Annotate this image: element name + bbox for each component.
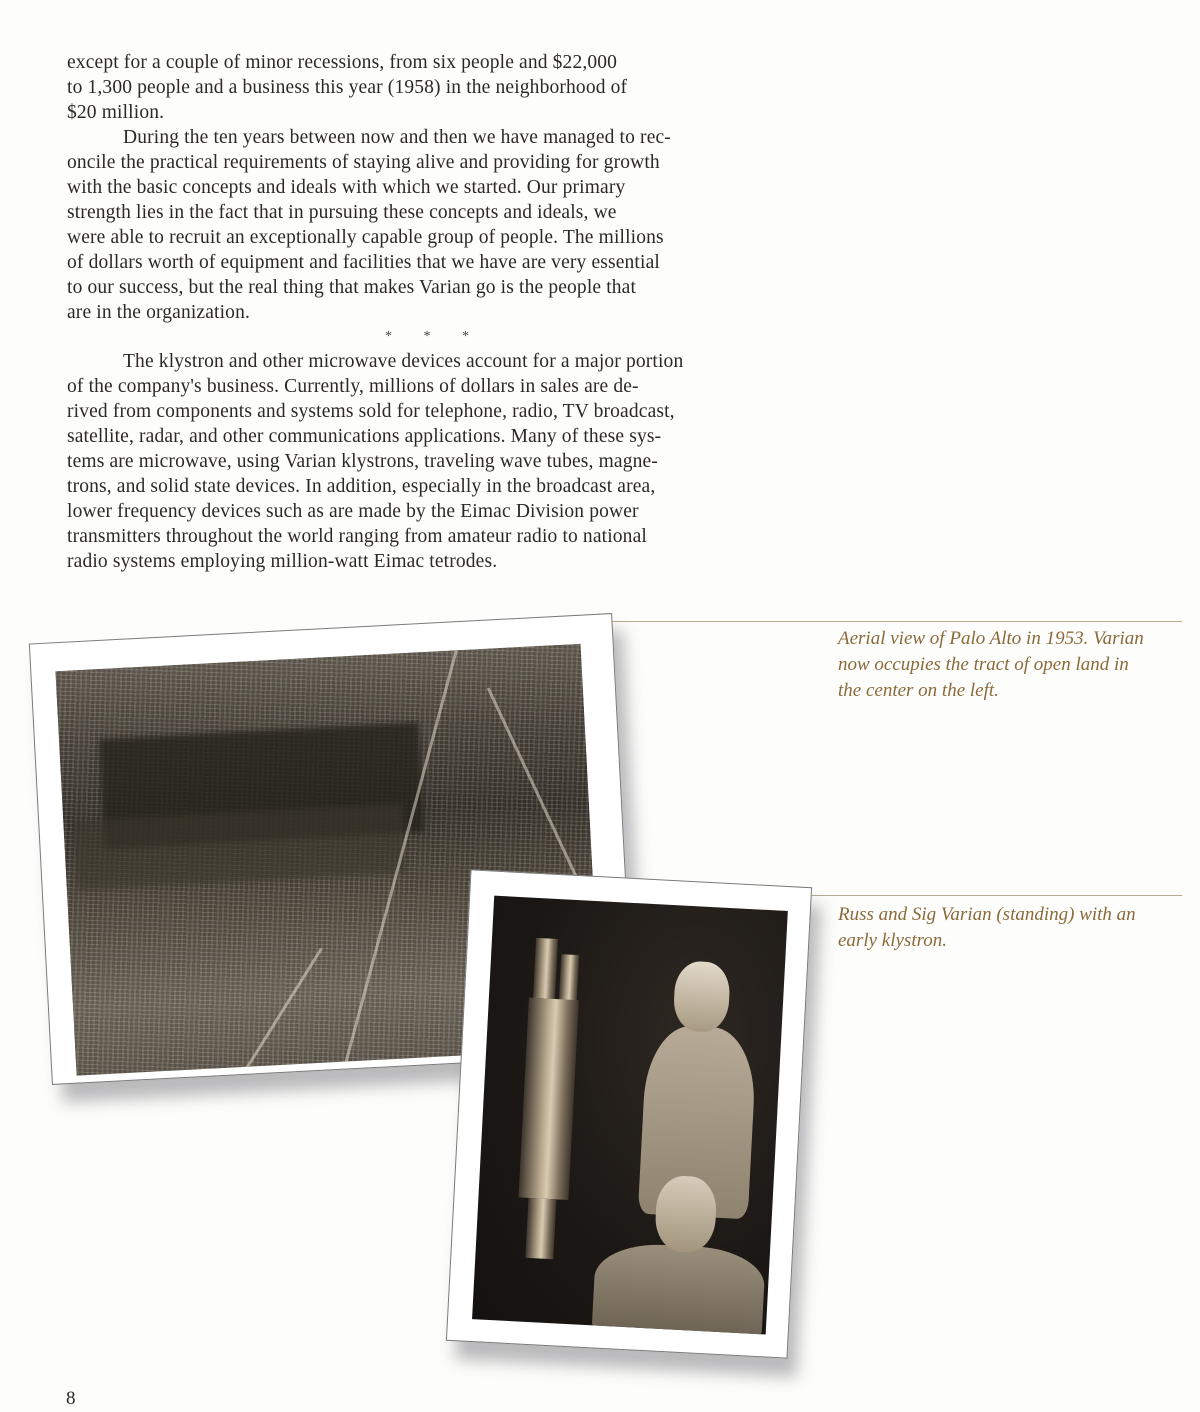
text-line: were able to recruit an exceptionally capable group of people. The millions (67, 227, 664, 248)
caption-line: Aerial view of Palo Alto in 1953. Varian (838, 628, 1144, 649)
caption-line: now occupies the tract of open land in (838, 654, 1129, 675)
text-line: transmitters throughout the world ranging from amateur radio to national (67, 526, 647, 547)
text-line: to our success, but the real thing that makes Varian go is the people that (67, 277, 637, 298)
text-line: rived from components and systems sold for telephone, radio, TV broadcast, (67, 401, 675, 422)
seated-person-head (654, 1175, 718, 1254)
text-line: of dollars worth of equipment and facilities that we have are very essential (67, 252, 660, 273)
paragraph-2 (67, 125, 787, 325)
klystron-photo-image (472, 896, 788, 1335)
seated-person (592, 1241, 766, 1334)
text-line: $20 million. (67, 102, 165, 123)
text-line: During the ten years between now and then we have managed to rec- (123, 127, 671, 148)
text-line: to 1,300 people and a business this year (1958) in the neighborhood of (67, 77, 628, 98)
text-line: satellite, radar, and other communications applications. Many of these sys- (67, 426, 662, 447)
klystron-top-cylinder (559, 954, 579, 1001)
text-line: of the company's business. Currently, millions of dollars in sales are de- (67, 376, 639, 397)
text-line: with the basic concepts and ideals with which we started. Our primary (67, 177, 626, 198)
klystron-body (518, 998, 578, 1200)
caption-rule-1 (600, 621, 1182, 622)
text-line: are in the organization. (67, 302, 251, 323)
page-number: 8 (66, 1388, 76, 1409)
klystron-base (525, 1198, 556, 1259)
standing-person-head (672, 960, 731, 1033)
aerial-photo-caption (838, 626, 1144, 704)
paragraph-3 (67, 349, 787, 574)
section-separator: * * * (385, 329, 483, 344)
caption-rule-2 (800, 895, 1182, 896)
klystron-photo-caption (838, 902, 1136, 954)
road (235, 948, 322, 1085)
text-line: strength lies in the fact that in pursuing these concepts and ideals, we (67, 202, 617, 223)
text-line: trons, and solid state devices. In addition, especially in the broadcast area, (67, 476, 656, 497)
text-line: lower frequency devices such as are made by the Eimac Division power (67, 501, 639, 522)
paragraph-1 (67, 50, 787, 125)
text-line: except for a couple of minor recessions, from six people and $22,000 (67, 52, 618, 73)
text-line: The klystron and other microwave devices account for a major portion (123, 351, 684, 372)
text-line: oncile the practical requirements of staying alive and providing for growth (67, 152, 660, 173)
caption-line: Russ and Sig Varian (standing) with an (838, 904, 1136, 925)
klystron-top-cylinder (533, 938, 558, 999)
caption-line: the center on the left. (838, 680, 999, 701)
text-line: tems are microwave, using Varian klystrons, traveling wave tubes, magne- (67, 451, 658, 472)
varian-brothers-klystron-photo (446, 869, 812, 1358)
text-line: radio systems employing million-watt Eimac tetrodes. (67, 551, 498, 572)
body-text (67, 50, 787, 574)
caption-line: early klystron. (838, 930, 948, 951)
